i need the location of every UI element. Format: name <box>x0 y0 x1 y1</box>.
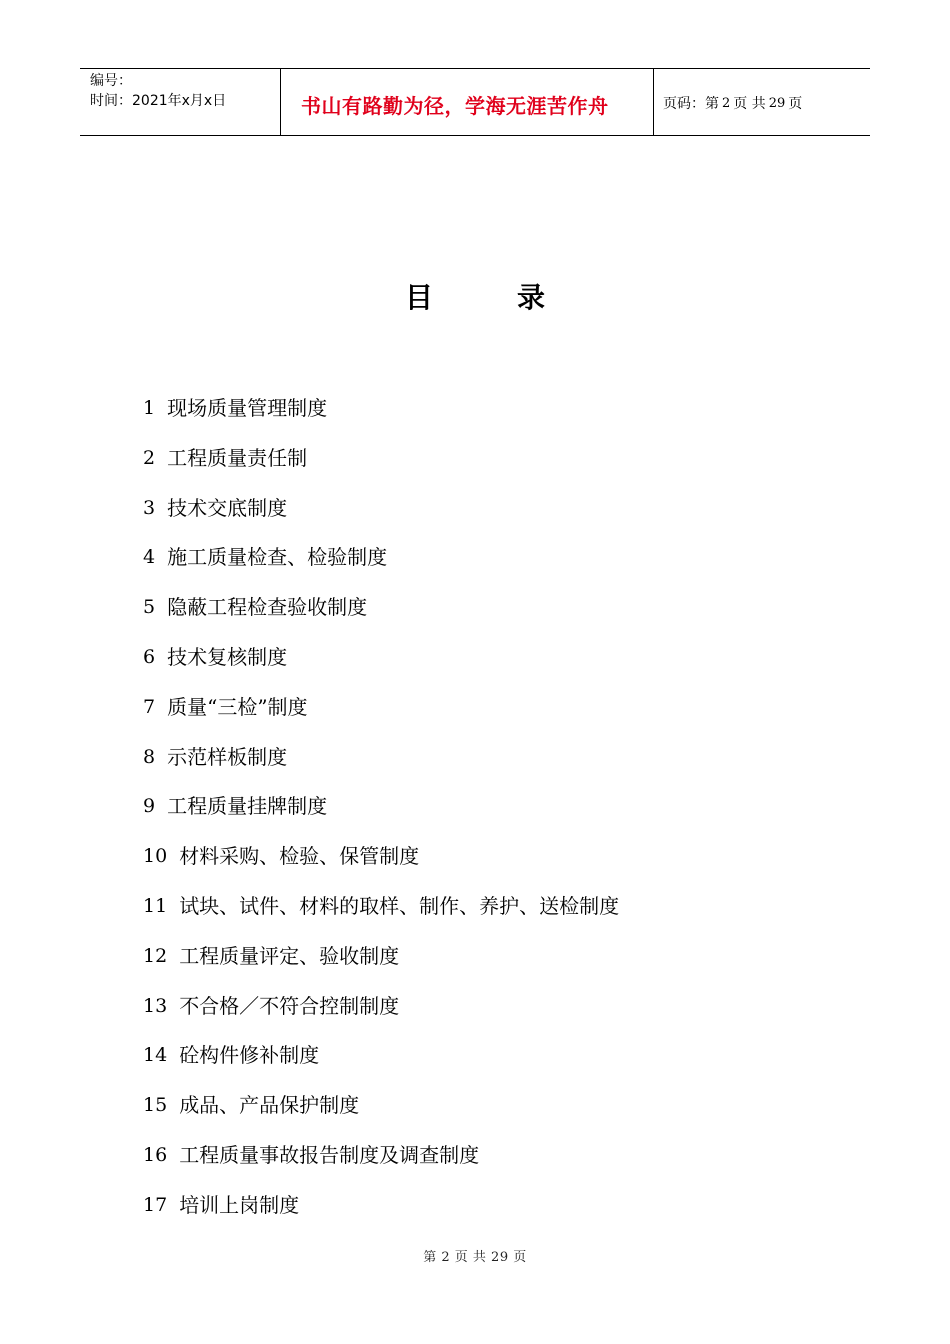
page-prefix: 页码：第 <box>663 96 719 112</box>
toc-item[interactable] <box>143 1140 619 1190</box>
page-total: 29 <box>768 95 786 111</box>
toc-item-number: 6 <box>143 645 156 668</box>
toc-item-number: 9 <box>143 795 156 818</box>
page-footer: 第 2 页 共 29 页 <box>423 1250 527 1265</box>
toc-item-label: 试块、试件、材料的取样、制作、养护、送检制度 <box>179 893 620 918</box>
toc-item-number: 2 <box>143 446 156 469</box>
toc-item-label: 工程质量评定、验收制度 <box>179 943 400 968</box>
toc-item-number: 10 <box>143 845 168 868</box>
toc-item[interactable] <box>143 642 619 692</box>
toc-item[interactable] <box>143 692 619 742</box>
toc-item-label: 工程质量责任制 <box>167 445 308 470</box>
toc-item-label: 培训上岗制度 <box>179 1192 300 1217</box>
page-mid: 页 共 <box>733 96 766 112</box>
toc-list <box>143 393 619 1240</box>
toc-item-label: 现场质量管理制度 <box>167 396 328 420</box>
toc-item[interactable] <box>143 393 619 443</box>
toc-item-label: 成品、产品保护制度 <box>179 1093 360 1118</box>
header-meta-cell <box>80 69 281 135</box>
toc-title <box>0 276 950 316</box>
toc-item-number: 3 <box>143 496 156 519</box>
toc-item-label: 施工质量检查、检验制度 <box>167 545 388 570</box>
toc-item-label: 技术复核制度 <box>167 644 288 669</box>
toc-item-number: 1 <box>143 397 156 419</box>
toc-item[interactable] <box>143 542 619 592</box>
toc-item-number: 17 <box>143 1193 168 1216</box>
toc-item[interactable] <box>143 443 619 493</box>
document-date: 时间：2021年x月x日 <box>90 93 227 109</box>
toc-item-label: 材料采购、检验、保管制度 <box>179 844 420 869</box>
toc-item[interactable] <box>143 1190 619 1240</box>
toc-item[interactable] <box>143 592 619 642</box>
header-motto: 书山有路勤为径，学海无涯苦作舟 <box>301 93 609 118</box>
toc-item-number: 8 <box>143 745 156 768</box>
toc-item[interactable] <box>143 493 619 543</box>
toc-title-left: 目 <box>404 281 433 314</box>
toc-item-number: 15 <box>143 1094 168 1117</box>
toc-title-right: 录 <box>517 281 546 314</box>
toc-item-label: 不合格／不符合控制制度 <box>179 993 400 1018</box>
toc-item[interactable] <box>143 742 619 792</box>
toc-item-number: 5 <box>143 596 156 619</box>
toc-item-label: 工程质量事故报告制度及调查制度 <box>179 1142 480 1167</box>
toc-item-label: 砼构件修补制度 <box>179 1043 320 1068</box>
header-page-cell <box>654 69 870 135</box>
toc-item-label: 技术交底制度 <box>167 495 288 520</box>
page-suffix: 页 <box>788 96 803 112</box>
toc-item-number: 7 <box>143 695 156 718</box>
toc-item-label: 质量“三检”制度 <box>167 694 308 719</box>
toc-item-label: 工程质量挂牌制度 <box>167 794 328 819</box>
toc-item[interactable] <box>143 891 619 941</box>
toc-item-number: 13 <box>143 994 168 1017</box>
toc-item[interactable] <box>143 1090 619 1140</box>
header-motto-cell <box>281 69 654 135</box>
toc-item-number: 12 <box>143 944 168 967</box>
toc-item[interactable] <box>143 791 619 841</box>
toc-item-label: 隐蔽工程检查验收制度 <box>167 595 368 620</box>
toc-item[interactable] <box>143 1040 619 1090</box>
toc-item-label: 示范样板制度 <box>167 744 288 769</box>
toc-item-number: 11 <box>143 894 168 917</box>
toc-item[interactable] <box>143 841 619 891</box>
page-current: 2 <box>722 95 731 111</box>
toc-item-number: 4 <box>143 546 156 569</box>
toc-item-number: 16 <box>143 1143 168 1166</box>
toc-item[interactable] <box>143 991 619 1041</box>
document-number-label: 编号： <box>90 73 132 89</box>
toc-item[interactable] <box>143 941 619 991</box>
toc-item-number: 14 <box>143 1044 168 1067</box>
page-header <box>80 68 870 136</box>
